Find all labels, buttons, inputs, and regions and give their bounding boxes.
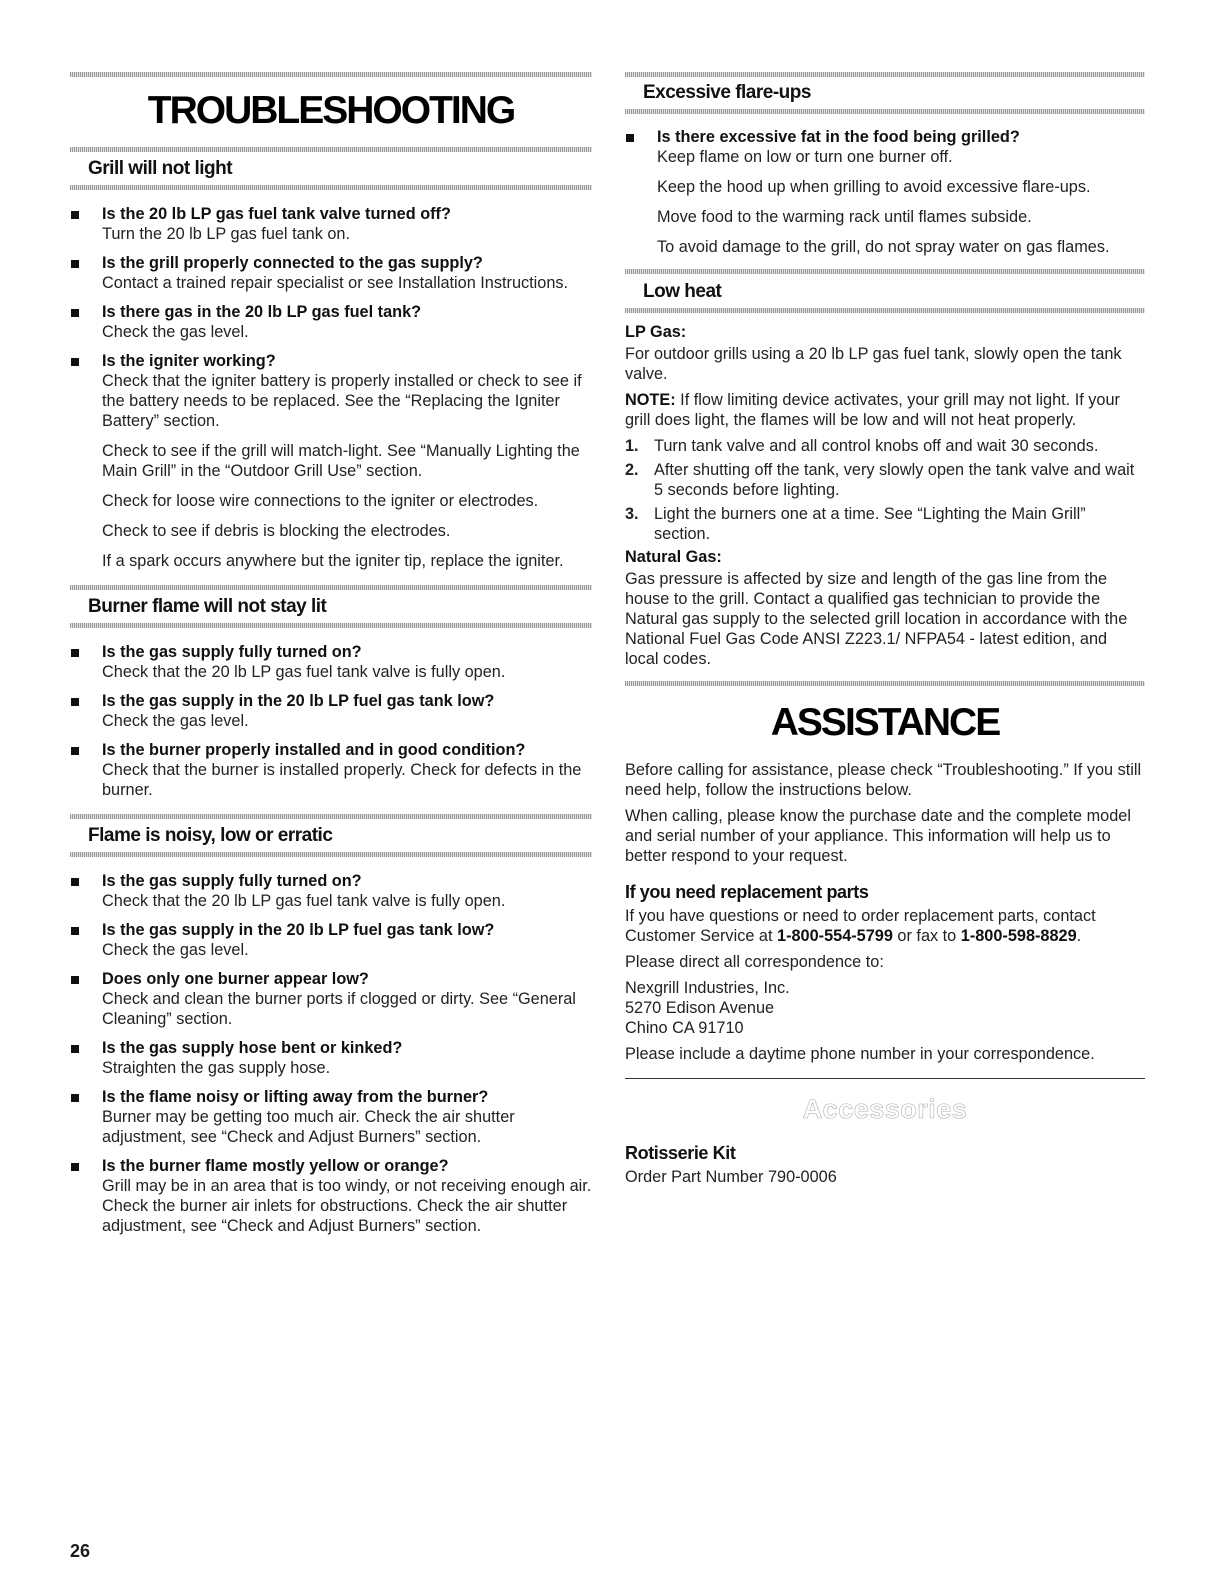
question: Is the gas supply in the 20 lb LP fuel gas tank low? (102, 921, 495, 939)
lp-gas-label: LP Gas: (625, 323, 687, 341)
list-item (70, 1087, 592, 1147)
parts-text: or fax to (892, 927, 961, 945)
fax-number: 1-800-598-8829 (960, 927, 1077, 945)
list-item (70, 691, 592, 731)
daytime-phone-text: Please include a daytime phone number in your correspondence. (625, 1045, 1095, 1063)
answer: Check for loose wire connections to the igniter or electrodes. (102, 492, 539, 510)
rotisserie-kit-text: Order Part Number 790-0006 (625, 1168, 837, 1186)
assistance-intro: When calling, please know the purchase date and the complete model and serial number of your appliance. This information will help us to better respond to your request. (625, 807, 1131, 865)
question-list (625, 127, 1145, 257)
answer: Check the gas level. (102, 712, 249, 730)
question: Is the gas supply fully turned on? (102, 872, 362, 890)
list-item (625, 504, 1145, 544)
list-item (70, 351, 592, 571)
note-text: If flow limiting device activates, your grill may not light. If your grill does light, the flames will be low and will not heat properly. (625, 391, 1120, 429)
square-bullet-icon (71, 260, 79, 268)
section-heading-low-heat: Low heat (643, 281, 722, 302)
answer: Burner may be getting too much air. Check the air shutter adjustment, see “Check and Adjust Burners” section. (102, 1108, 515, 1146)
divider (625, 72, 1145, 77)
square-bullet-icon (71, 309, 79, 317)
assistance-title: ASSISTANCE (770, 701, 1000, 744)
assistance-intro: Before calling for assistance, please check “Troubleshooting.” If you still need help, follow the instructions below. (625, 761, 1142, 799)
answer: Check that the igniter battery is properly installed or check to see if the battery needs to be replaced. See the “Replacing the Igniter Battery” section. (102, 372, 582, 430)
left-column (70, 0, 592, 1245)
natural-gas-label: Natural Gas: (625, 548, 722, 566)
replacement-parts-text (625, 906, 1145, 946)
answer: Check to see if debris is blocking the electrodes. (102, 522, 451, 540)
parts-text: . (1076, 927, 1082, 945)
divider (625, 308, 1145, 313)
list-item (70, 204, 592, 244)
divider (70, 185, 592, 190)
answer: Contact a trained repair specialist or see Installation Instructions. (102, 274, 569, 292)
list-item (70, 253, 592, 293)
divider (625, 681, 1145, 686)
question: Is the burner flame mostly yellow or orange? (102, 1157, 449, 1175)
address-line: Chino CA 91710 (625, 1019, 744, 1037)
parts-text: If you have questions or need to order replacement parts, contact Customer Service at (625, 907, 1096, 945)
square-bullet-icon (71, 976, 79, 984)
answer: Move food to the warming rack until flames subside. (657, 208, 1032, 226)
rotisserie-kit-heading: Rotisserie Kit (625, 1143, 736, 1163)
list-item (70, 871, 592, 911)
square-bullet-icon (71, 698, 79, 706)
question-list (70, 642, 592, 800)
note-paragraph (625, 390, 1145, 430)
question-list (70, 871, 592, 1236)
step-number: 3. (625, 505, 639, 523)
step-list (625, 436, 1145, 544)
page-number: 26 (70, 1541, 91, 1561)
square-bullet-icon (71, 927, 79, 935)
question: Is the gas supply hose bent or kinked? (102, 1039, 403, 1057)
address-block (625, 978, 1145, 1038)
accessories-title: Accessories (802, 1094, 968, 1124)
square-bullet-icon (71, 358, 79, 366)
step-number: 2. (625, 461, 639, 479)
divider (70, 72, 592, 77)
list-item (70, 1156, 592, 1236)
square-bullet-icon (71, 1163, 79, 1171)
answer: Check that the burner is installed properly. Check for defects in the burner. (102, 761, 582, 799)
divider (625, 109, 1145, 114)
step-text: Light the burners one at a time. See “Lighting the Main Grill” section. (654, 505, 1086, 543)
question: Is the grill properly connected to the gas supply? (102, 254, 483, 272)
replacement-parts-heading: If you need replacement parts (625, 882, 869, 902)
square-bullet-icon (71, 747, 79, 755)
list-item (625, 436, 1145, 456)
square-bullet-icon (71, 211, 79, 219)
question: Is the flame noisy or lifting away from the burner? (102, 1088, 489, 1106)
list-item (70, 969, 592, 1029)
question: Is the igniter working? (102, 352, 276, 370)
question: Is the burner properly installed and in good condition? (102, 741, 526, 759)
section-heading-grill-will-not-light: Grill will not light (88, 158, 233, 179)
question: Does only one burner appear low? (102, 970, 369, 988)
answer: Grill may be in an area that is too windy, or not receiving enough air. Check the burner air inlets for obstructions. Check the air shutter adjustment, see “Check and Adjust Burners” section. (102, 1177, 592, 1235)
right-column (625, 0, 1145, 1193)
square-bullet-icon (71, 1094, 79, 1102)
square-bullet-icon (71, 1045, 79, 1053)
troubleshooting-title: TROUBLESHOOTING (147, 89, 515, 132)
list-item (625, 127, 1145, 257)
answer: Check and clean the burner ports if clogged or dirty. See “General Cleaning” section. (102, 990, 576, 1028)
step-text: Turn tank valve and all control knobs off and wait 30 seconds. (654, 437, 1099, 455)
list-item (70, 642, 592, 682)
divider (625, 269, 1145, 274)
note-label: NOTE: (625, 391, 676, 409)
divider (70, 852, 592, 857)
square-bullet-icon (71, 649, 79, 657)
phone-number: 1-800-554-5799 (777, 927, 893, 945)
list-item (70, 302, 592, 342)
divider (70, 623, 592, 628)
answer: Check to see if the grill will match-light. See “Manually Lighting the Main Grill” in the “Outdoor Grill Use” section. (102, 442, 580, 480)
step-text: After shutting off the tank, very slowly open the tank valve and wait 5 seconds before lighting. (654, 461, 1135, 499)
list-item (70, 740, 592, 800)
section-heading-flame-noisy: Flame is noisy, low or erratic (88, 825, 333, 846)
answer: Straighten the gas supply hose. (102, 1059, 331, 1077)
list-item (70, 920, 592, 960)
address-line: Nexgrill Industries, Inc. (625, 979, 790, 997)
answer: Keep flame on low or turn one burner off. (657, 148, 953, 166)
question: Is there excessive fat in the food being grilled? (657, 128, 1020, 146)
answer: Check the gas level. (102, 941, 249, 959)
square-bullet-icon (71, 878, 79, 886)
address-line: 5270 Edison Avenue (625, 999, 775, 1017)
section-heading-burner-flame: Burner flame will not stay lit (88, 596, 327, 617)
lp-gas-text: For outdoor grills using a 20 lb LP gas fuel tank, slowly open the tank valve. (625, 345, 1122, 383)
answer: Check the gas level. (102, 323, 249, 341)
divider (70, 585, 592, 590)
answer: If a spark occurs anywhere but the igniter tip, replace the igniter. (102, 552, 564, 570)
square-bullet-icon (626, 134, 634, 142)
answer: Keep the hood up when grilling to avoid excessive flare-ups. (657, 178, 1091, 196)
section-heading-flare-ups: Excessive flare-ups (643, 82, 811, 103)
question: Is the gas supply in the 20 lb LP fuel gas tank low? (102, 692, 495, 710)
divider (625, 1078, 1145, 1079)
natural-gas-text: Gas pressure is affected by size and length of the gas line from the house to the grill. Contact a qualified gas technician to provide the Natural gas supply to the selected grill location in accordance with the National Fuel Gas Code ANSI Z223.1/ NFPA54 - latest edition, and local codes. (625, 570, 1128, 668)
answer: Check that the 20 lb LP gas fuel tank valve is fully open. (102, 663, 506, 681)
question: Is the gas supply fully turned on? (102, 643, 362, 661)
step-number: 1. (625, 437, 639, 455)
divider (70, 147, 592, 152)
answer: Turn the 20 lb LP gas fuel tank on. (102, 225, 351, 243)
question: Is the 20 lb LP gas fuel tank valve turned off? (102, 205, 451, 223)
list-item (70, 1038, 592, 1078)
divider (70, 814, 592, 819)
list-item (625, 460, 1145, 500)
correspondence-text: Please direct all correspondence to: (625, 953, 884, 971)
answer: To avoid damage to the grill, do not spray water on gas flames. (657, 238, 1110, 256)
answer: Check that the 20 lb LP gas fuel tank valve is fully open. (102, 892, 506, 910)
question-list (70, 204, 592, 571)
question: Is there gas in the 20 lb LP gas fuel tank? (102, 303, 422, 321)
